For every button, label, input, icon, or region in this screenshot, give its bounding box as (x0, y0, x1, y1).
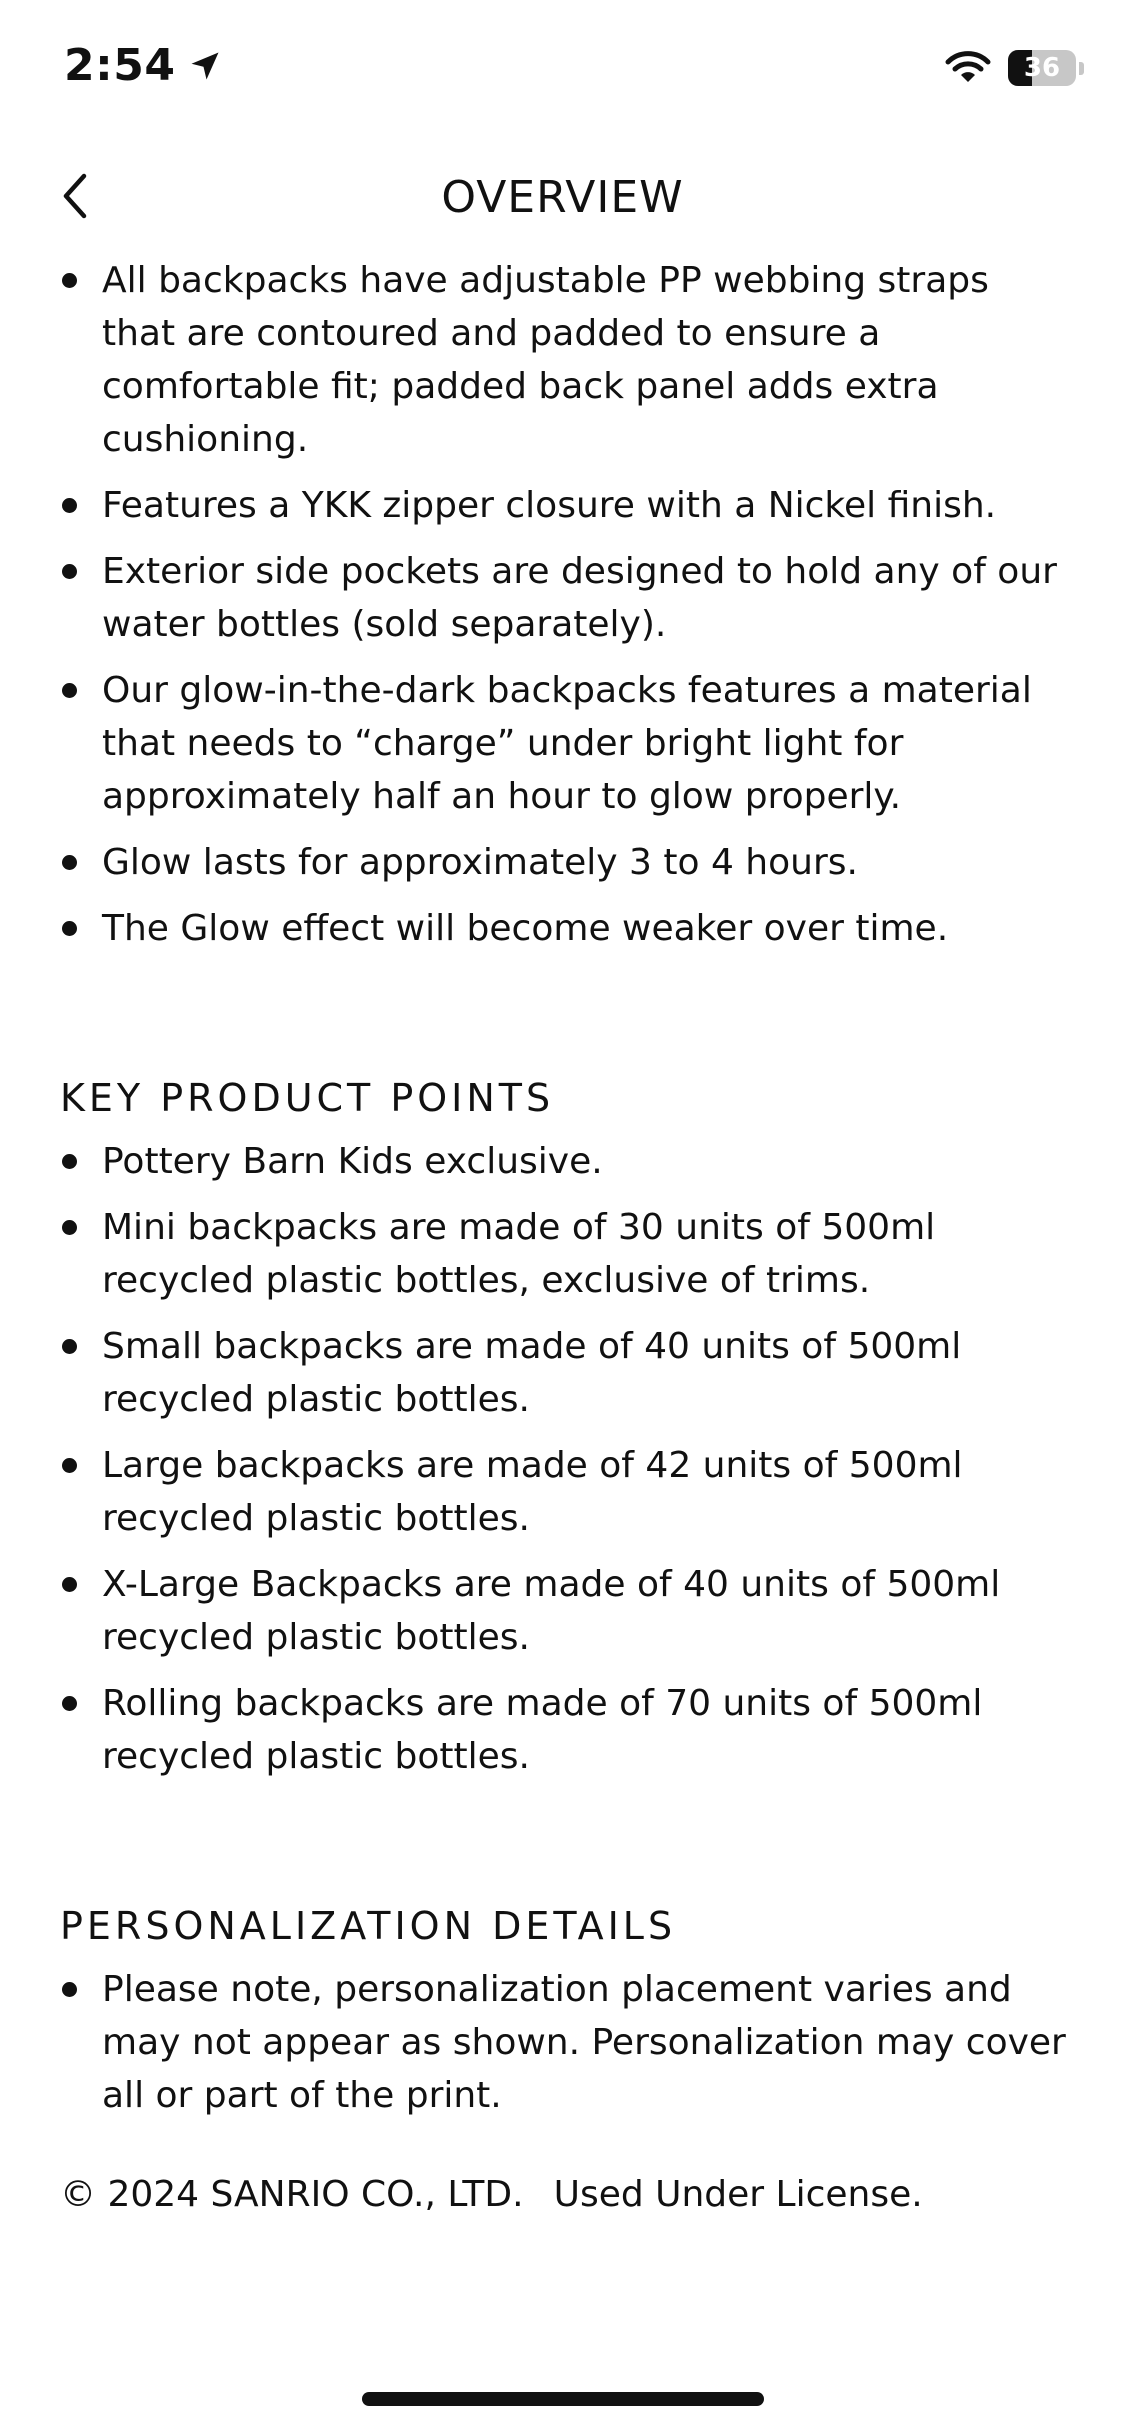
page-title: OVERVIEW (441, 172, 684, 223)
list-item: Please note, personalization placement varies and may not appear as shown. Personalization may cover all or part of the print. (60, 1963, 1070, 2122)
list-item: Mini backpacks are made of 30 units of 500ml recycled plastic bottles, exclusive of trims. (60, 1201, 1070, 1307)
section-heading: PERSONALIZATION DETAILS (60, 1904, 677, 1948)
license-text: Used Under License. (553, 2174, 923, 2215)
personalization-section (60, 1901, 1070, 2122)
status-time-text: 2:54 (64, 40, 176, 91)
status-bar (0, 0, 1125, 140)
home-indicator[interactable] (362, 2392, 764, 2406)
copyright-text: © 2024 SANRIO CO., LTD. (60, 2174, 524, 2215)
key-points-list (60, 1135, 1070, 1783)
wifi-icon (944, 50, 992, 86)
nav-bar (0, 160, 1125, 240)
location-arrow-icon (187, 48, 223, 84)
section-heading: KEY PRODUCT POINTS (60, 1076, 555, 1120)
key-points-section (60, 1073, 1070, 1783)
list-item: The Glow effect will become weaker over time. (60, 902, 1070, 955)
list-item: Large backpacks are made of 42 units of 500ml recycled plastic bottles. (60, 1439, 1070, 1545)
list-item: Small backpacks are made of 40 units of 500ml recycled plastic bottles. (60, 1320, 1070, 1426)
copyright-notice (60, 2170, 1070, 2220)
list-item: Exterior side pockets are designed to hold any of our water bottles (sold separately). (60, 545, 1070, 651)
list-item: Our glow-in-the-dark backpacks features a material that needs to “charge” under bright light for approximately half an hour to glow properly. (60, 664, 1070, 823)
battery-level: 36 (1023, 53, 1061, 83)
status-time (64, 40, 223, 91)
list-item: Features a YKK zipper closure with a Nickel finish. (60, 479, 1070, 532)
list-item: Pottery Barn Kids exclusive. (60, 1135, 1070, 1188)
list-item: All backpacks have adjustable PP webbing straps that are contoured and padded to ensure a comfortable fit; padded back panel adds extra cushioning. (60, 254, 1070, 466)
battery-nub (1079, 62, 1084, 75)
list-item: X-Large Backpacks are made of 40 units of 500ml recycled plastic bottles. (60, 1558, 1070, 1664)
list-item: Rolling backpacks are made of 70 units of 500ml recycled plastic bottles. (60, 1677, 1070, 1783)
overview-list (60, 254, 1070, 955)
list-item: Glow lasts for approximately 3 to 4 hours. (60, 836, 1070, 889)
battery-icon (1008, 50, 1076, 86)
personalization-list (60, 1963, 1070, 2122)
content (60, 254, 1070, 2220)
